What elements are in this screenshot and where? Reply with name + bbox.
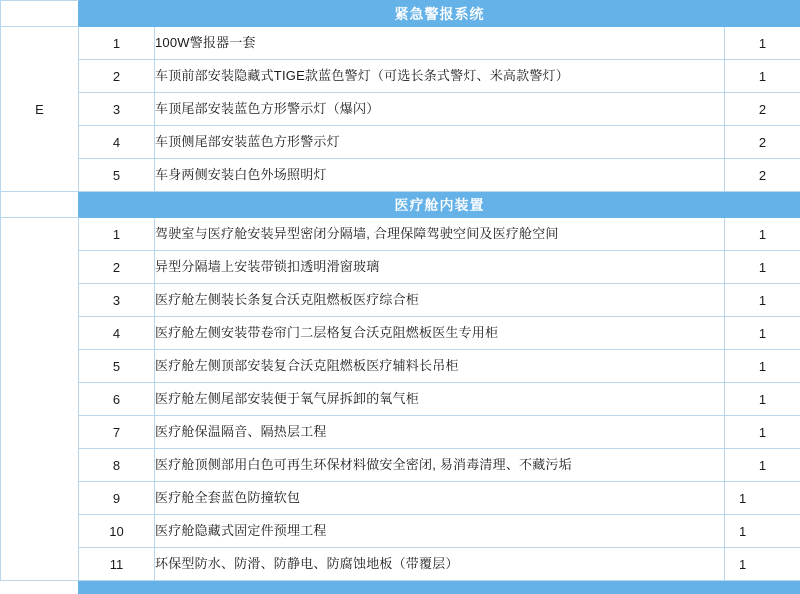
- bottom-strip-bar: [79, 581, 800, 594]
- section-header-row: [1, 192, 800, 218]
- row-number: 3: [79, 284, 155, 317]
- row-number: 4: [79, 126, 155, 159]
- row-quantity: 1: [725, 515, 800, 548]
- row-number: 2: [79, 60, 155, 93]
- row-description: 医疗舱左侧装长条复合沃克阻燃板医疗综合柜: [155, 284, 725, 317]
- table-row: [1, 548, 800, 581]
- table-row: [1, 126, 800, 159]
- row-description: 车顶前部安装隐藏式TIGE款蓝色警灯（可选长条式警灯、米高款警灯）: [155, 60, 725, 93]
- row-number: 1: [79, 218, 155, 251]
- row-description: 驾驶室与医疗舱安装异型密闭分隔墙, 合理保障驾驶空间及医疗舱空间: [155, 218, 725, 251]
- bottom-strip-left-spacer: [1, 581, 79, 594]
- table-row: [1, 482, 800, 515]
- row-number: 8: [79, 449, 155, 482]
- row-quantity: 2: [725, 126, 800, 159]
- table-row: [1, 27, 800, 60]
- row-quantity: 1: [725, 449, 800, 482]
- table-row: [1, 416, 800, 449]
- row-description: 车顶尾部安装蓝色方形警示灯（爆闪）: [155, 93, 725, 126]
- row-quantity: 1: [725, 383, 800, 416]
- row-quantity: 1: [725, 251, 800, 284]
- row-quantity: 2: [725, 93, 800, 126]
- table-row: [1, 60, 800, 93]
- row-description: 医疗舱左侧顶部安装复合沃克阻燃板医疗辅料长吊柜: [155, 350, 725, 383]
- section-left-spacer: [1, 1, 79, 27]
- row-description: 医疗舱全套蓝色防撞软包: [155, 482, 725, 515]
- row-description: 医疗舱隐藏式固定件预埋工程: [155, 515, 725, 548]
- row-description: 环保型防水、防滑、防静电、防腐蚀地板（带覆层）: [155, 548, 725, 581]
- row-number: 4: [79, 317, 155, 350]
- table-bottom-strip: [1, 581, 800, 594]
- row-quantity: 1: [725, 218, 800, 251]
- group-label: E: [1, 27, 79, 192]
- row-quantity: 2: [725, 159, 800, 192]
- group-label: [1, 218, 79, 581]
- table-row: [1, 284, 800, 317]
- table-row: [1, 159, 800, 192]
- row-description: 医疗舱顶侧部用白色可再生环保材料做安全密闭, 易消毒清理、不藏污垢: [155, 449, 725, 482]
- section-title: 医疗舱内装置: [79, 192, 800, 218]
- row-quantity: 1: [725, 317, 800, 350]
- row-number: 11: [79, 548, 155, 581]
- table-row: [1, 515, 800, 548]
- row-number: 3: [79, 93, 155, 126]
- section-left-spacer: [1, 192, 79, 218]
- table-row: [1, 251, 800, 284]
- row-quantity: 1: [725, 416, 800, 449]
- row-number: 7: [79, 416, 155, 449]
- row-description: 医疗舱左侧安装带卷帘门二层格复合沃克阻燃板医生专用柜: [155, 317, 725, 350]
- row-description: 异型分隔墙上安装带锁扣透明滑窗玻璃: [155, 251, 725, 284]
- section-header-row: [1, 1, 800, 27]
- table-body: [1, 1, 800, 594]
- section-title: 紧急警报系统: [79, 1, 800, 27]
- table-row: [1, 317, 800, 350]
- row-quantity: 1: [725, 482, 800, 515]
- table-row: [1, 218, 800, 251]
- table-row: [1, 449, 800, 482]
- row-number: 5: [79, 350, 155, 383]
- table-row: [1, 350, 800, 383]
- row-description: 100W警报器一套: [155, 27, 725, 60]
- row-quantity: 1: [725, 27, 800, 60]
- table-row: [1, 93, 800, 126]
- row-description: 医疗舱左侧尾部安装便于氧气屏拆卸的氧气柜: [155, 383, 725, 416]
- row-number: 10: [79, 515, 155, 548]
- row-number: 9: [79, 482, 155, 515]
- row-number: 2: [79, 251, 155, 284]
- row-quantity: 1: [725, 284, 800, 317]
- row-description: 医疗舱保温隔音、隔热层工程: [155, 416, 725, 449]
- row-description: 车身两侧安装白色外场照明灯: [155, 159, 725, 192]
- row-number: 5: [79, 159, 155, 192]
- row-quantity: 1: [725, 548, 800, 581]
- row-quantity: 1: [725, 60, 800, 93]
- row-number: 6: [79, 383, 155, 416]
- table-row: [1, 383, 800, 416]
- row-description: 车顶侧尾部安装蓝色方形警示灯: [155, 126, 725, 159]
- row-number: 1: [79, 27, 155, 60]
- row-quantity: 1: [725, 350, 800, 383]
